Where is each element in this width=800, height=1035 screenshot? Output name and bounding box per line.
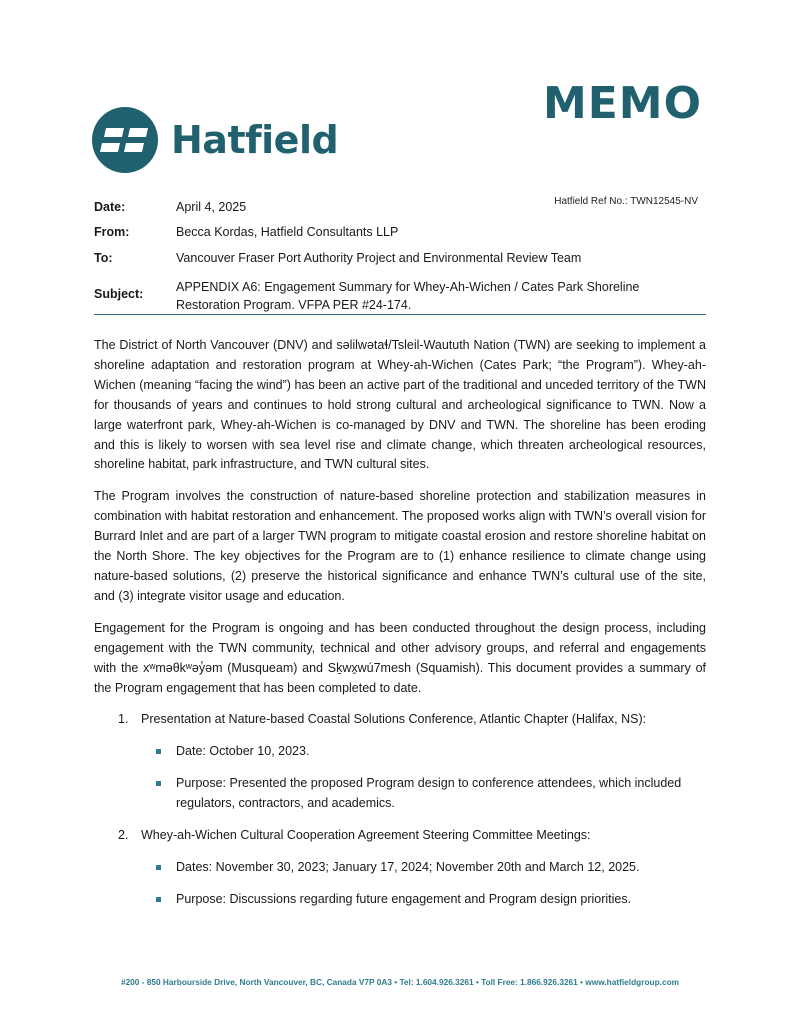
bullet-text: Dates: November 30, 2023; January 17, 2024; November 20th and March 12, 2025.	[176, 859, 640, 874]
list-number: 1.	[118, 712, 129, 727]
to-label: To:	[94, 251, 113, 265]
square-bullet-icon	[156, 749, 161, 754]
page-footer: #200 - 850 Harbourside Drive, North Vancouver, BC, Canada V7P 0A3 • Tel: 1.604.926.3261 • Toll Free: 1.866.926.3261 • www.hatfieldgroup.com	[120, 977, 680, 987]
from-label: From:	[94, 225, 130, 239]
paragraph: The District of North Vancouver (DNV) and səlilwətaɬ/Tsleil-Waututh Nation (TWN) are seeking to implement a shoreline adaptation and restoration program at Whey-ah-Wichen (Cates Park; “the Program”). Whey-ah-Wichen (meaning “facing the wind”) has been an active part of the traditional and unceded territory of the TWN for thousands of years and continues to hold strong cultural and archeological significance to TWN. Now a large waterfront park, Whey-ah-Wichen is co-managed by DNV and TWN. The shoreline has been eroding and this is likely to worsen with sea level rise and climate change, which threaten archeological resources, shoreline habitat, park infrastructure, and TWN cultural sites.	[94, 338, 706, 472]
header-divider	[94, 314, 706, 315]
hatfield-h-logo-icon	[92, 107, 158, 173]
list-number: 2.	[118, 828, 129, 843]
square-bullet-icon	[156, 781, 161, 786]
paragraph: Engagement for the Program is ongoing and has been conducted throughout the design process, including engagement with the TWN community, technical and other advisory groups, and referral and engagements with the xʷməθkʷəy̓əm (Musqueam) and Sḵwx̱wú7mesh (Squamish). This document provides a summary of the Program engagement that has been completed to date.	[94, 620, 706, 695]
paragraph: The Program involves the construction of nature-based shoreline protection and stabilization measures in combination with habitat restoration and enhancement. The proposed works align with TWN’s overall vision for Burrard Inlet and are part of a larger TWN program to mitigate coastal erosion and restore shoreline habitat on the North Shore. The key objectives for the Program are to (1) enhance resilience to climate change using nature-based solutions, (2) preserve the historical significance and enhance TWN’s cultural use of the site, and (3) integrate visitor usage and education.	[94, 489, 706, 603]
list-item	[94, 826, 706, 910]
list-item	[94, 710, 706, 814]
bullet-list	[141, 858, 706, 910]
subject-line-2: Restoration Program. VFPA PER #24-174.	[176, 298, 412, 312]
bullet-list	[141, 742, 706, 814]
hatfield-logo	[92, 107, 338, 173]
to-value: Vancouver Fraser Port Authority Project and Environmental Review Team	[176, 251, 582, 265]
memo-title: MEMO	[542, 78, 702, 129]
list-item-title: Presentation at Nature-based Coastal Solutions Conference, Atlantic Chapter (Halifax, NS):	[141, 712, 647, 727]
from-value: Becca Kordas, Hatfield Consultants LLP	[176, 225, 399, 239]
memo-body	[94, 336, 706, 922]
subject-line-1: APPENDIX A6: Engagement Summary for Whey-Ah-Wichen / Cates Park Shoreline	[176, 280, 640, 294]
reference-number: Hatfield Ref No.: TWN12545-NV	[554, 196, 698, 207]
list-item-title: Whey-ah-Wichen Cultural Cooperation Agreement Steering Committee Meetings:	[141, 828, 591, 843]
bullet-item	[141, 742, 706, 762]
date-label: Date:	[94, 200, 126, 214]
subject-value	[176, 278, 706, 314]
bullet-item	[141, 858, 706, 878]
bullet-item	[141, 774, 706, 814]
square-bullet-icon	[156, 865, 161, 870]
logo-wordmark: Hatfield	[171, 118, 339, 162]
date-value: April 4, 2025	[176, 200, 247, 214]
square-bullet-icon	[156, 897, 161, 902]
engagement-list	[94, 710, 706, 909]
bullet-text: Purpose: Discussions regarding future engagement and Program design priorities.	[176, 891, 632, 906]
subject-label: Subject:	[94, 287, 144, 301]
bullet-text: Date: October 10, 2023.	[176, 744, 310, 759]
bullet-item	[141, 890, 706, 910]
bullet-text: Purpose: Presented the proposed Program design to conference attendees, which included regulators, contractors, and academics.	[176, 776, 682, 811]
